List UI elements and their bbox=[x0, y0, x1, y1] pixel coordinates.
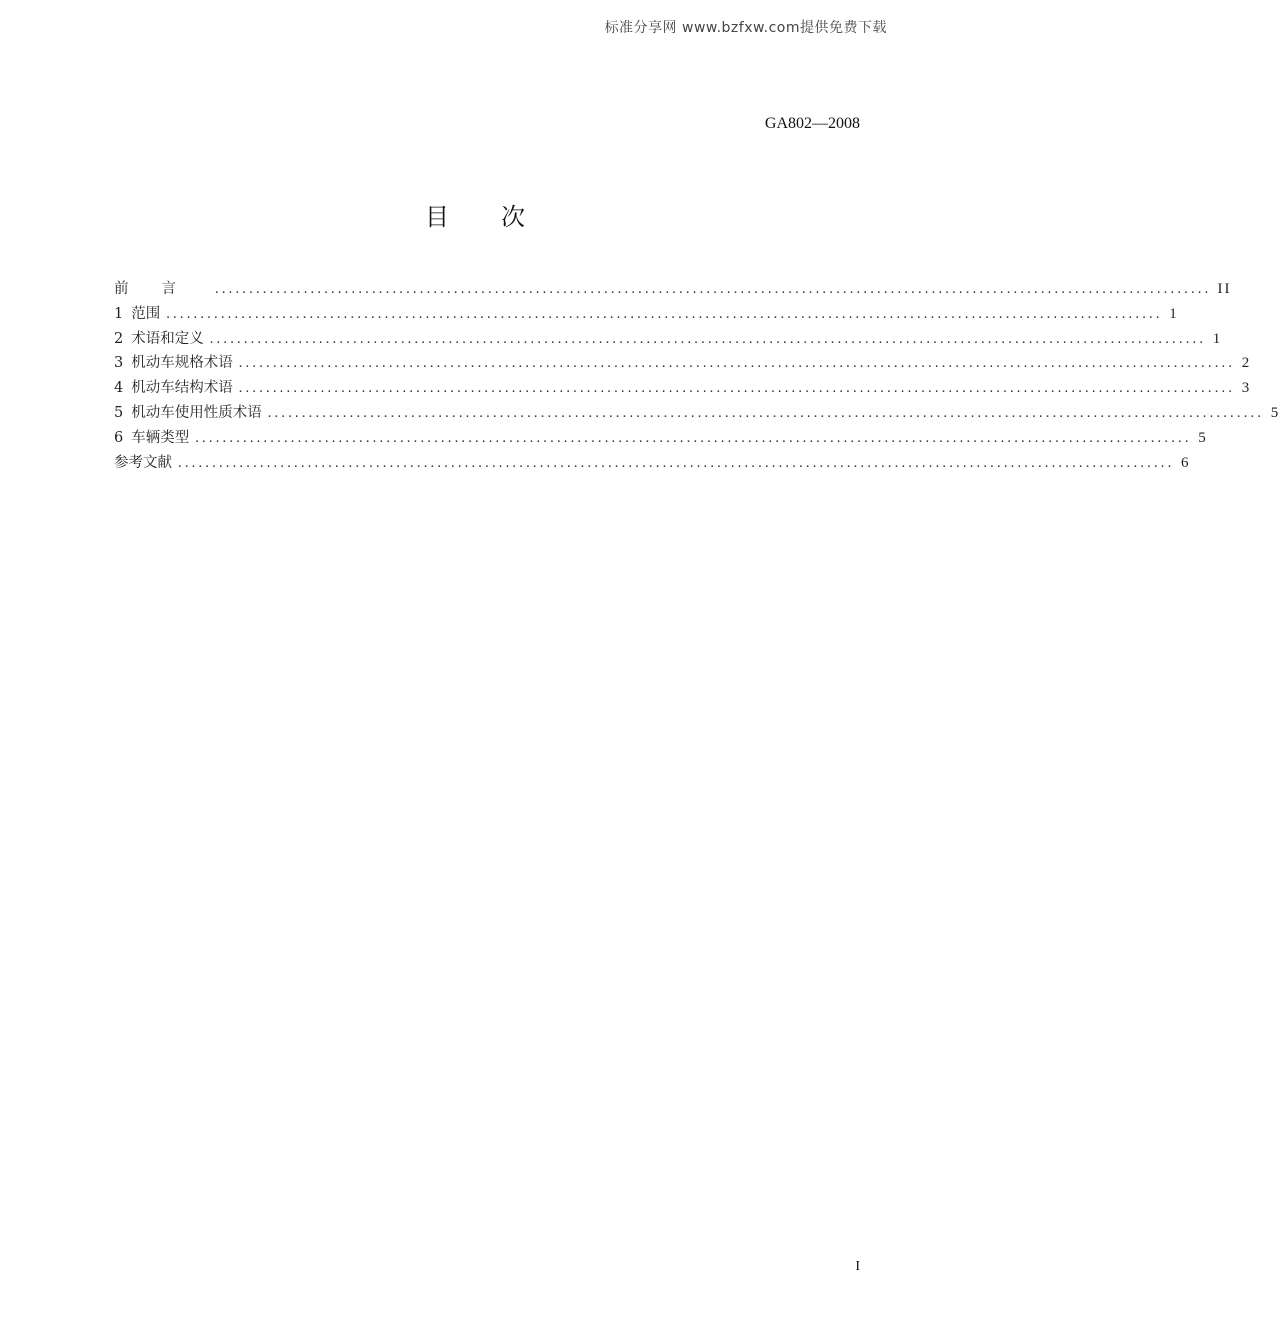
toc-entry-number: 2 bbox=[114, 330, 124, 347]
toc-entry-spec-terms[interactable] bbox=[114, 351, 1252, 376]
toc-entry-page: II bbox=[1217, 281, 1232, 297]
toc-entry-page: 2 bbox=[1241, 355, 1252, 372]
toc-leader-dots: .................................................................................................................................................. bbox=[238, 380, 1236, 397]
toc-leader-dots: .................................................................................................................................................. bbox=[209, 330, 1207, 347]
toc-entry-foreword[interactable] bbox=[114, 277, 1232, 302]
toc-entry-page: 5 bbox=[1198, 429, 1208, 446]
toc-leader-dots: .................................................................................................................................................. bbox=[195, 429, 1192, 446]
toc-entry-label: 机动车结构术语 bbox=[131, 380, 233, 397]
toc-entry-number: 4 bbox=[114, 380, 124, 397]
toc-entry-number: 1 bbox=[114, 305, 124, 322]
page-number: I bbox=[855, 1259, 860, 1274]
toc-leader-dots: .................................................................................................................................................. bbox=[166, 305, 1163, 322]
watermark-text: 标准分享网 www.bzfxw.com提供免费下载 bbox=[604, 20, 887, 36]
toc-title: 目次 bbox=[425, 203, 577, 231]
toc-entry-structure-terms[interactable] bbox=[114, 376, 1252, 401]
toc-entry-label: 术语和定义 bbox=[131, 330, 204, 347]
toc-leader-dots: .................................................................................................................................................. bbox=[215, 281, 1212, 297]
toc-leader-dots: .................................................................................................................................................. bbox=[267, 404, 1265, 421]
toc-entry-page: 6 bbox=[1180, 454, 1191, 471]
toc-entry-terms-definitions[interactable] bbox=[114, 327, 1223, 352]
toc-leader-dots: .................................................................................................................................................. bbox=[178, 454, 1175, 471]
toc-entry-label: 参考文献 bbox=[114, 454, 172, 471]
table-of-contents bbox=[114, 277, 1280, 475]
toc-entry-number: 5 bbox=[114, 404, 124, 421]
toc-entry-label: 车辆类型 bbox=[131, 429, 190, 446]
toc-entry-label: 范围 bbox=[131, 305, 161, 322]
toc-entry-page: 1 bbox=[1212, 330, 1223, 347]
toc-entry-label: 机动车使用性质术语 bbox=[131, 404, 262, 421]
toc-entry-label: 机动车规格术语 bbox=[131, 355, 233, 372]
toc-entry-page: 1 bbox=[1169, 305, 1179, 322]
toc-entry-number: 6 bbox=[114, 429, 124, 446]
toc-entry-vehicle-types[interactable] bbox=[114, 426, 1208, 451]
toc-entry-label: 前言 bbox=[114, 281, 209, 297]
toc-entry-number: 3 bbox=[114, 355, 124, 372]
toc-entry-usage-terms[interactable] bbox=[114, 401, 1280, 426]
document-code: GA802—2008 bbox=[764, 115, 860, 132]
toc-entry-page: 5 bbox=[1270, 404, 1280, 421]
toc-entry-references[interactable] bbox=[114, 451, 1191, 476]
toc-entry-page: 3 bbox=[1241, 380, 1252, 397]
toc-leader-dots: .................................................................................................................................................. bbox=[238, 355, 1236, 372]
toc-entry-scope[interactable] bbox=[114, 302, 1179, 327]
